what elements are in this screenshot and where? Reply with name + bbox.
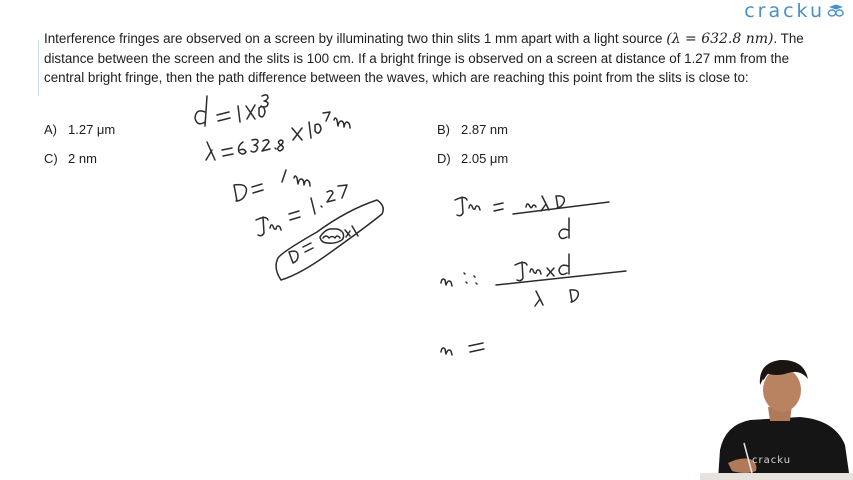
ink-boxed-result bbox=[276, 200, 383, 280]
ink-right-formula-1 bbox=[455, 196, 609, 239]
logo-text: cracku bbox=[744, 0, 825, 22]
question-part-2: . The distance between the screen and the slits is 100 cm. If a bright fringe is observed on a screen at distance of 1.27 mm from the central bright fringe, then the path difference between the waves, which are reaching this point from the slits is close to: bbox=[44, 31, 804, 85]
ink-yn-equals bbox=[256, 185, 347, 236]
option-a-label: A) bbox=[44, 122, 57, 137]
lambda-expression: (λ = 632.8 nm) bbox=[666, 31, 774, 47]
option-b-label: B) bbox=[437, 122, 450, 137]
option-c-label: C) bbox=[44, 151, 58, 166]
option-d-value: 2.05 μm bbox=[461, 151, 509, 166]
ink-d-equals bbox=[195, 95, 268, 126]
ink-right-formula-2 bbox=[441, 254, 626, 306]
option-d-label: D) bbox=[437, 151, 451, 166]
option-a-value: 1.27 μm bbox=[68, 122, 116, 137]
option-c-value: 2 nm bbox=[68, 151, 97, 166]
shirt-logo-text: cracku bbox=[752, 455, 792, 466]
option-b-value: 2.87 nm bbox=[461, 122, 508, 137]
ink-D-equals bbox=[234, 170, 310, 201]
question-part-1: Interference fringes are observed on a screen by illuminating two thin slits 1 mm apart with a light source bbox=[44, 31, 667, 46]
ink-right-formula-3 bbox=[441, 343, 484, 355]
